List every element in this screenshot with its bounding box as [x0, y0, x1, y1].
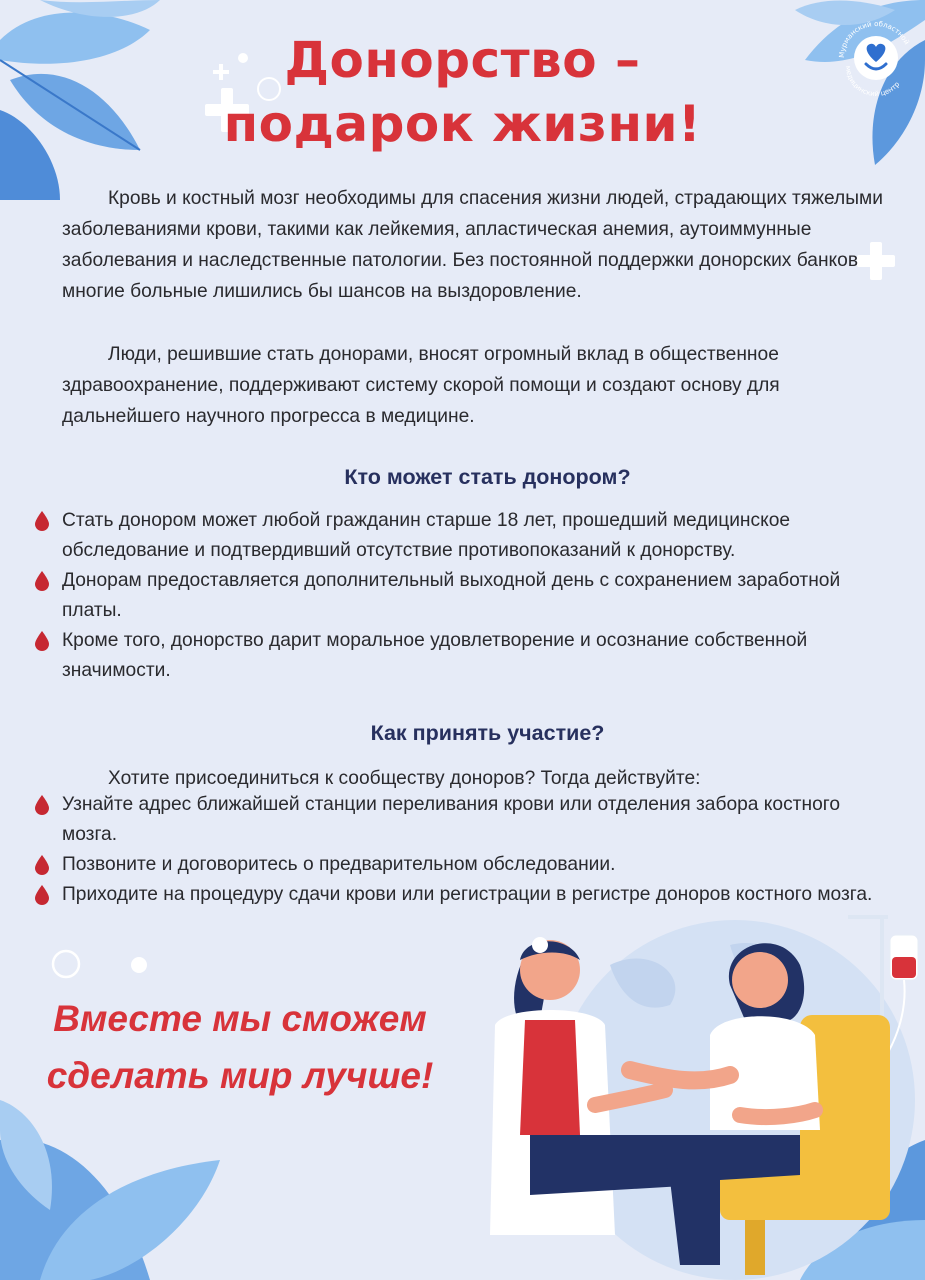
blood-drop-icon: [35, 511, 49, 531]
blood-donation-illustration: [470, 905, 925, 1280]
slogan-line-1: Вместе мы сможем: [53, 998, 427, 1039]
how-intro-text: Хотите присоединиться к сообществу доноров? Тогда действуйте:: [108, 768, 701, 789]
blood-drop-icon: [35, 885, 49, 905]
list-item-text: Стать донором может любой гражданин старше 18 лет, прошедший медицинское обследование и подтвердивший отсутствие противопоказаний к донорству.: [62, 510, 791, 561]
intro-paragraph: Люди, решившие стать донорами, вносят огромный вклад в общественное здравоохранение, поддерживают систему скорой помощи и создают основу для дальнейшего научного прогресса в медицине.: [62, 344, 780, 427]
list-item: [0, 790, 880, 850]
list-item: [0, 566, 880, 626]
how-list: [0, 790, 880, 910]
list-item: [0, 880, 880, 910]
list-item-text: Узнайте адрес ближайшей станции переливания крови или отделения забора костного мозга.: [62, 794, 840, 845]
list-item-text: Кроме того, донорство дарит моральное удовлетворение и осознание собственной значимости.: [62, 630, 808, 681]
blood-drop-icon: [35, 631, 49, 651]
who-list: [0, 506, 880, 686]
blood-drop-icon: [35, 571, 49, 591]
blood-drop-icon: [35, 795, 49, 815]
slogan: [20, 990, 460, 1104]
decor-bottom-left-leaves: [0, 1100, 240, 1280]
list-item-text: Приходите на процедуру сдачи крови или регистрации в регистре доноров костного мозга.: [62, 884, 873, 905]
decor-dot: [130, 956, 148, 974]
title-line-1: Донорство –: [284, 31, 641, 89]
list-item: [0, 626, 880, 686]
list-item: [0, 850, 880, 880]
slogan-line-2: сделать мир лучше!: [46, 1055, 434, 1096]
logo-arc-text-bottom: медицинский центр: [843, 65, 902, 98]
section-heading-who: Кто может стать донором?: [344, 465, 631, 489]
title-line-2: подарок жизни!: [223, 95, 702, 153]
list-item: [0, 506, 880, 566]
blood-drop-icon: [35, 855, 49, 875]
logo-arc-text-top: Мурманский областной: [837, 19, 911, 59]
list-item-text: Донорам предоставляется дополнительный выходной день с сохранением заработной платы.: [62, 570, 841, 621]
list-item-text: Позвоните и договоритесь о предварительном обследовании.: [62, 854, 616, 875]
decor-circle: [50, 948, 82, 980]
section-heading-how: Как принять участие?: [370, 721, 605, 745]
page-title: [0, 28, 925, 156]
intro-paragraph: Кровь и костный мозг необходимы для спасения жизни людей, страдающих тяжелыми заболеваниями крови, такими как лейкемия, апластическая анемия, аутоиммунные заболевания и наследственные патологии. Без постоянной поддержки донорских банков многие больные лишились бы шансов на выздоровление.: [62, 188, 883, 302]
